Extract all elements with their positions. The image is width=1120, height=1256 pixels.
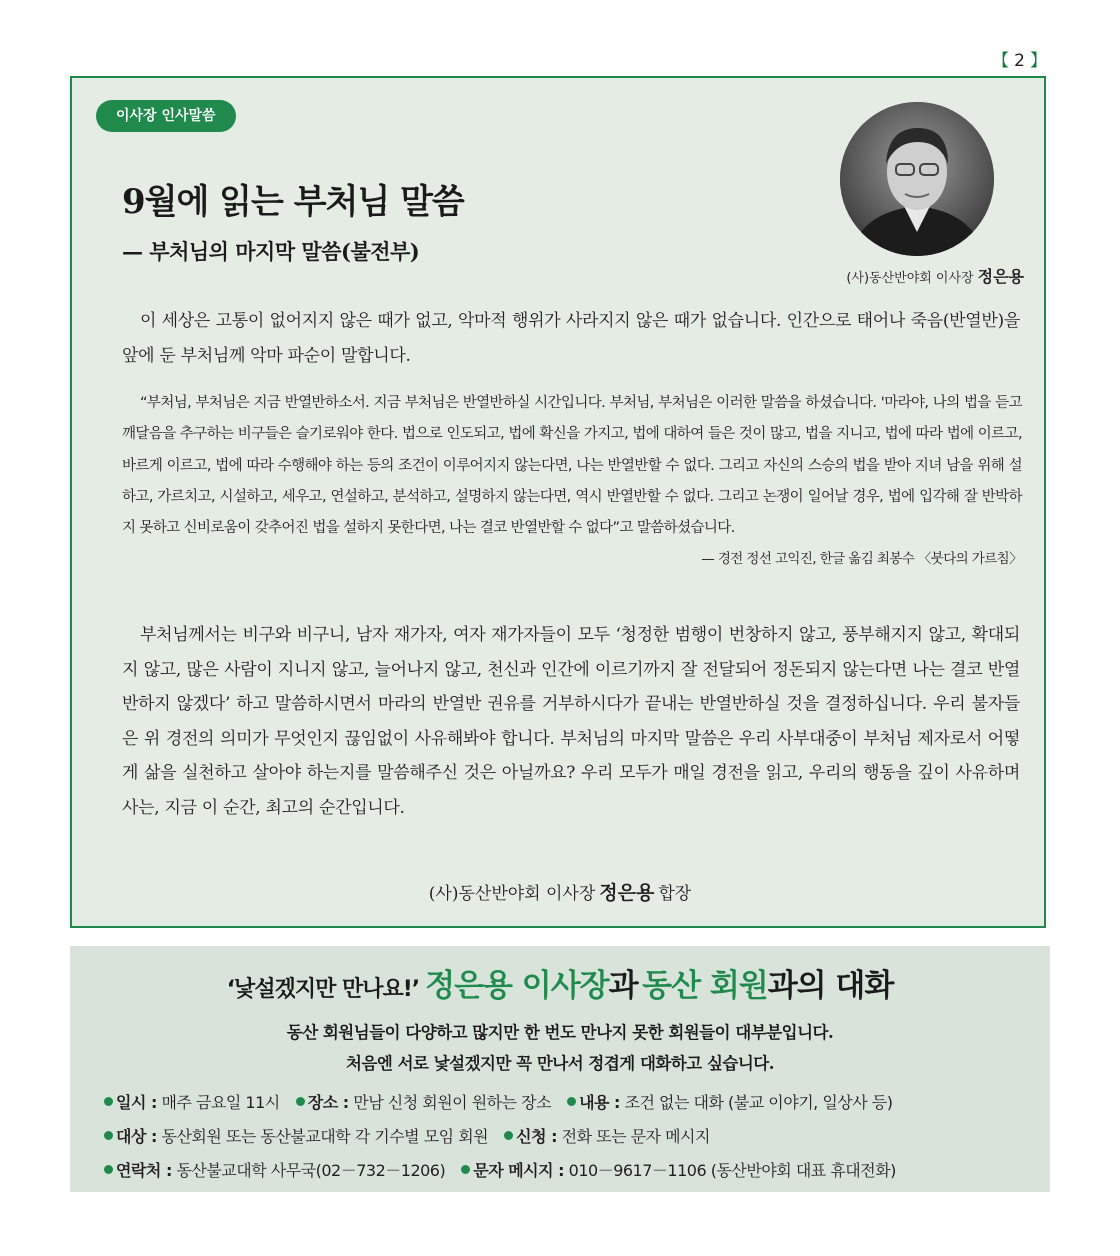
photo-caption [846, 264, 1024, 287]
notice-line-1: 동산 회원님들이 다양하고 많지만 한 번도 만나지 못한 회원들이 대부분입니다. [286, 1023, 834, 1042]
sutra-quote [122, 388, 1022, 576]
paragraph-intro: 이 세상은 고통이 없어지지 않은 때가 없고, 악마적 행위가 사라지지 않은 때가 없습니다. 인간으로 태어나 죽음(반열반)을 앞에 둔 부처님께 악마 파순이 말합니다. [122, 311, 1020, 366]
quote-text: “부처님, 부처님은 지금 반열반하소서. 지금 부처님은 반열반하실 시간입니다. 부처님, 부처님은 이러한 말씀을 하셨습니다. '마라야, 나의 법을 듣고 깨달음을 추구하는 비구들은 슬기로워야 한다. 법으로 인도되고, 법에 확신을 가지고, 법에 대하여 들은 것이 많고, 법을 지니고, 법에 따라 법에 이르고, 바르게 이르고, 법에 따라 수행해야 하는 등의 조건이 이루어지지 않는다면, 나는 반열반할 수 없다. 그리고 자신의 스승의 법을 받아 지녀 남을 위해 설하고, 가르치고, 시설하고, 세우고, 연설하고, 분석하고, 설명하지 않는다면, 역시 반열반할 수 없다. 그리고 논쟁이 일어날 경우, 법에 입각해 잘 반박하지 못하고 신비로움이 갖추어진 법을 설하지 못한다면, 나는 결코 반열반할 수 없다”고 말씀하셨습니다. [122, 395, 1022, 537]
bullet-icon [461, 1165, 470, 1174]
info-sms: 문자 메시지 : 010－9617－1106 (동산반야회 대표 휴대전화) [461, 1161, 896, 1180]
notice-connector-1: 과 [608, 968, 638, 1004]
section-tag: 이사장 인사말씀 [96, 100, 236, 132]
info-row-3 [104, 1158, 1034, 1181]
info-content: 내용 : 조건 없는 대화 (불교 이야기, 일상사 등) [567, 1093, 892, 1112]
chairman-portrait [840, 102, 994, 256]
bullet-icon [104, 1097, 113, 1106]
signature-org: (사)동산반야회 이사장 [428, 884, 596, 904]
photo-caption-name: 정은용 [977, 267, 1024, 286]
info-date: 일시 : 매주 금요일 11시 [104, 1093, 280, 1112]
photo-caption-org: (사)동산반야회 이사장 [846, 271, 974, 286]
quote-source: — 경전 정선 고익진, 한글 옮김 최봉수 〈붓다의 가르침〉 [701, 551, 1022, 568]
info-place: 장소 : 만남 신청 회원이 원하는 장소 [296, 1093, 551, 1112]
bullet-icon [104, 1131, 113, 1140]
article-subtitle: — 부처님의 마지막 말씀(불전부) [122, 239, 420, 264]
info-row-1 [104, 1090, 1034, 1113]
bullet-icon [504, 1131, 513, 1140]
notice-line-2: 처음엔 서로 낯설겠지만 꼭 만나서 정겹게 대화하고 싶습니다. [346, 1054, 774, 1073]
paragraph-reflection: 부처님께서는 비구와 비구니, 남자 재가자, 여자 재가자들이 모두 ‘청정한 범행이 번창하지 않고, 풍부해지지 않고, 확대되지 않고, 많은 사람이 지니지 않고, 늘어나지 않고, 천신과 인간에 이르기까지 잘 전달되어 정돈되지 않는다면 나는 결코 반열반하지 않겠다’ 하고 말씀하시면서 마라의 반열반 권유를 거부하시다가 끝내는 반열반하실 것을 결정하십니다. 우리 불자들은 위 경전의 의미가 무엇인지 끊임없이 사유해봐야 합니다. 부처님의 마지막 말씀은 우리 사부대중이 부처님 제자로서 어떻게 삶을 실천하고 살아야 하는지를 말씀해주신 것은 아닐까요? 우리 모두가 매일 경전을 읽고, 우리의 행동을 깊이 사유하며 사는, 지금 이 순간, 최고의 순간입니다. [122, 625, 1020, 818]
notice-heading [70, 960, 1050, 1005]
bullet-icon [296, 1097, 305, 1106]
notice-chairman: 정은용 이사장 [425, 968, 609, 1004]
info-row-2 [104, 1124, 1034, 1147]
page-number: 【 2 】 [992, 51, 1048, 71]
meeting-notice [70, 946, 1050, 1192]
notice-quote: ‘낯설겠지만 만나요!’ [226, 977, 420, 1002]
article-title: 9월에 읽는 부처님 말씀 [122, 182, 464, 222]
notice-members: 동산 회원 [642, 968, 768, 1004]
signature [72, 878, 1048, 905]
signature-suffix: 합장 [658, 884, 692, 904]
info-contact: 연락처 : 동산불교대학 사무국(02－732－1206) [104, 1161, 445, 1180]
info-apply: 신청 : 전화 또는 문자 메시지 [504, 1127, 710, 1146]
info-target: 대상 : 동산회원 또는 동산불교대학 각 기수별 모임 회원 [104, 1127, 488, 1146]
greeting-article [70, 76, 1046, 928]
bullet-icon [104, 1165, 113, 1174]
notice-connector-2: 과의 대화 [767, 968, 894, 1004]
signature-name: 정은용 [599, 882, 655, 904]
bullet-icon [567, 1097, 576, 1106]
